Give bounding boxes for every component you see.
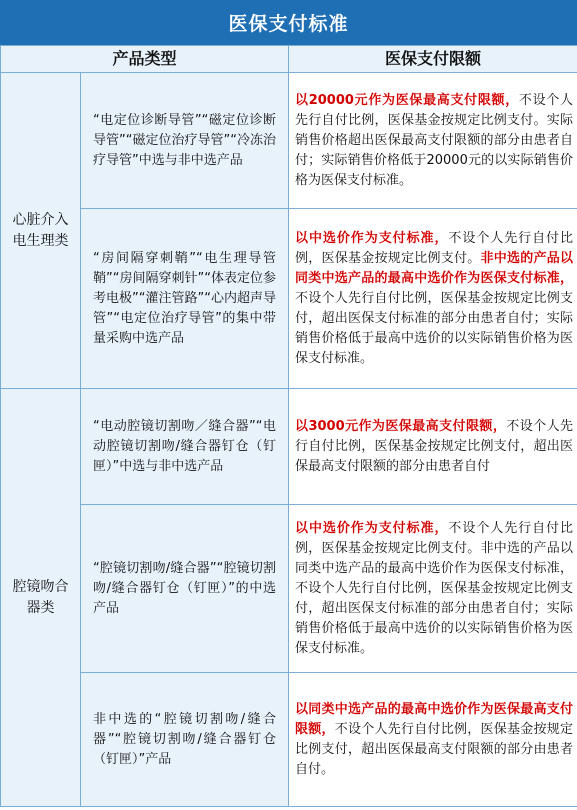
limit-cell bbox=[289, 73, 577, 209]
product-cell: “房间隔穿刺鞘”“电生理导管鞘”“房间隔穿刺针”“体表定位参考电极”“灌注管路”“心内超声导管”“电定位治疗导管”的集中带量采购中选产品 bbox=[81, 209, 289, 389]
table-row bbox=[1, 73, 577, 209]
limit-highlight: 以3000元作为医保最高支付限额， bbox=[295, 418, 507, 434]
limit-cell bbox=[289, 389, 577, 505]
limit-highlight-2: 非中选的产品以同类中选产品的最高中选价作为医保支付标准， bbox=[295, 250, 574, 286]
category-cardiac-ep: 心脏介入电生理类 bbox=[1, 73, 81, 389]
limit-text: 不设个人先行自付比例，医保基金按规定比例支付。实际销售价格超出医保最高支付限额的部分由患者自付；实际销售价格低于20000元的以实际销售价格为医保支付标准。 bbox=[295, 92, 574, 188]
header-product-type: 产品类型 bbox=[1, 46, 289, 73]
payment-standard-table bbox=[0, 45, 577, 807]
table-row bbox=[1, 209, 577, 389]
header-limit: 医保支付限额 bbox=[289, 46, 577, 73]
limit-text: 不设个人先行自付比例，医保基金按规定比例支付，超出医保最高支付限额的部分由患者自付。 bbox=[295, 721, 574, 777]
limit-cell bbox=[289, 673, 577, 807]
product-cell: “腔镜切割吻/缝合器”“腔镜切割吻/缝合器钉仓（钉匣）”的中选产品 bbox=[81, 505, 289, 673]
product-cell: “电动腔镜切割吻／缝合器”“电动腔镜切割吻/缝合器钉仓（钉匣）”中选与非中选产品 bbox=[81, 389, 289, 505]
category-endoscopic-stapler: 腔镜吻合器类 bbox=[1, 389, 81, 807]
page-title: 医保支付标准 bbox=[0, 0, 577, 45]
limit-text: 不设个人先行自付比例，医保基金按规定比例支付。 bbox=[295, 230, 573, 266]
product-cell: 非中选的“腔镜切割吻/缝合器”“腔镜切割吻/缝合器钉仓（钉匣）”产品 bbox=[81, 673, 289, 807]
limit-cell bbox=[289, 505, 577, 673]
limit-highlight: 以20000元作为医保最高支付限额， bbox=[295, 92, 519, 108]
limit-text: 不设个人先行自付比例，医保基金按规定比例支付。非中选的产品以同类中选产品的最高中选价作为医保支付标准，不设个人先行自付比例，医保基金按规定比例支付，超出医保支付标准的部分由患者自付；实际销售价格低于最高中选价的以实际销售价格为医保支付标准。 bbox=[295, 520, 574, 656]
table-row bbox=[1, 505, 577, 673]
table-row bbox=[1, 389, 577, 505]
limit-text-2: 不设个人先行自付比例，医保基金按规定比例支付，超出医保支付标准的部分由患者自付；实际销售价格低于最高中选价的以实际销售价格为医保支付标准。 bbox=[295, 290, 574, 366]
limit-text: 不设个人先行自付比例，医保基金按规定比例支付，超出医保最高支付限额的部分由患者自付 bbox=[295, 418, 574, 474]
limit-highlight: 以同类中选产品的最高中选价作为医保最高支付限额， bbox=[295, 701, 574, 737]
product-cell: “电定位诊断导管”“磁定位诊断导管”“磁定位治疗导管”“冷冻治疗导管”中选与非中选产品 bbox=[81, 73, 289, 209]
table-row bbox=[1, 673, 577, 807]
table-header-row bbox=[1, 46, 577, 73]
limit-highlight: 以中选价作为支付标准， bbox=[295, 520, 449, 536]
limit-cell bbox=[289, 209, 577, 389]
limit-highlight: 以中选价作为支付标准， bbox=[295, 230, 449, 246]
